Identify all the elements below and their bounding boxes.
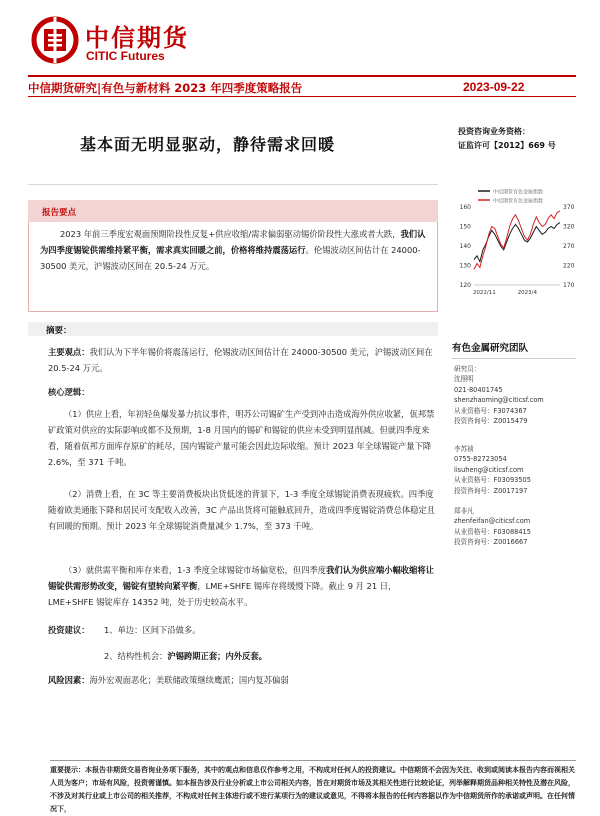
summary-text-2: 。伦锡波动区间估计在 24000-30500 美元，沪锡波动区间在 20.5-24 万元。 (40, 245, 421, 271)
main-view-label: 主要观点： (48, 347, 90, 357)
member-cert-2: 投资咨询号：Z0015479 (454, 417, 528, 426)
x-tick-label: 2023/4 (517, 290, 537, 296)
report-date: 2023-09-22 (463, 80, 525, 94)
brand-name-cn: 中信期货 (85, 23, 189, 52)
advice-item-2 (104, 648, 267, 664)
risk-label: 风险因素： (48, 675, 90, 685)
header-bottom-rule (28, 96, 576, 97)
main-view (48, 344, 436, 376)
balance-paragraph (48, 562, 436, 610)
team-title: 有色金属研究团队 (452, 343, 529, 354)
main-view-text: 我们认为下半年锡价将震荡运行，伦锡波动区间估计在 24000-30500 美元，沪锡波动区间在 20.5-24 万元。 (48, 347, 433, 373)
risk-line (48, 672, 436, 688)
brand-logo (30, 15, 190, 65)
balance-text-a: （3）就供需平衡和库存来看，1-3 季度全球锡锭市场偏宽松，但四季度 (64, 565, 327, 575)
license-line-1: 投资咨询业务资格： (458, 127, 530, 136)
footer-text: 本报告非期货交易咨询业务项下服务，其中的观点和信息仅作参考之用，不构成对任何人的投资建议。中信期货不会因为关注、收到或阅读本报告内容而视相关人员为客户；市场有风险，投资需谨慎。如本报告涉及行业分析或上市公司相关内容，旨在对期货市场及其相关性进行比较论证，列举解释期货品种相关特性及潜在风险，不涉及对其行业或上市公司的相关推荐，不构成对任何主体进行或不进行某项行为的建议或意见，不得将本报告的任何内容据以作为中信期货所作的承诺或声明。在任何情况下， (50, 766, 575, 813)
team-divider (452, 358, 576, 359)
summary-text (40, 226, 430, 274)
member-name: 李苏祯 (454, 445, 474, 453)
index-chart (452, 185, 582, 305)
team-member-1 (454, 364, 544, 426)
summary-label: 报告要点 (28, 200, 438, 222)
logic-label: 核心逻辑： (48, 387, 90, 397)
title-divider (28, 184, 438, 185)
footer-lead: 重要提示： (50, 766, 85, 774)
right-tick-label: 170 (563, 282, 575, 289)
member-cert-2: 投资咨询号：Z0016667 (454, 538, 528, 547)
risk-text: 海外宏观面恶化；美联储政策继续鹰派；国内复苏偏弱 (89, 675, 289, 685)
balance-text-c: ，LME+SHFE 锡库存将缓慢下降。截止 9 月 21 日，LME+SHFE 锡锭库存 14352 吨，处于历史较高水平。 (48, 581, 397, 607)
summary-text-bold: 我们认为四季度锡锭供需维持紧平衡，需求真实回暖之前，价格将维持震荡运行 (40, 229, 426, 255)
license-line-2: 证监许可【2012】669 号 (458, 141, 556, 150)
series-line (474, 211, 560, 270)
member-email[interactable]: lisuheng@citicsf.com (454, 465, 524, 474)
member-role: 研究员： (454, 365, 481, 373)
advice-item-2-label: 2、结构性机会： (104, 651, 168, 661)
member-cert-1: 从业资格号：F03088415 (454, 527, 531, 536)
page-title: 基本面无明显驱动，静待需求回暖 (80, 135, 336, 154)
report-title: 中信期货研究|有色与新材料 2023 年四季度策略报告 (28, 81, 303, 95)
member-phone: 0755-82723054 (454, 455, 507, 464)
team-member-2 (454, 444, 531, 496)
legend-label: 中信期货有色金属指数 (493, 189, 544, 196)
citic-logo-icon (30, 15, 80, 65)
team-member-3 (454, 506, 531, 548)
advice-label: 投资建议： (48, 625, 90, 635)
supply-paragraph: （1）供应上看，年初轻鱼爆发暴力抗议事件，明苏公司锡矿生产受到冲击造成海外供应收紧，佤邦禁矿政策对供应的实际影响或都不及预期，1-8 月国内的锡矿和锡锭的供应未受到明显削减。但就四季度来看，随着佤邦方面库存原矿的耗尽，国内锡锭产量可能会因此边际收缩。预计 2023 年全球锡锭产量下降 2.6%，至 371 千吨。 (48, 409, 435, 467)
right-tick-label: 320 (563, 223, 575, 231)
demand-paragraph: （2）消费上看，在 3C 等主要消费板块出货低迷的背景下，1-3 季度全球锡锭消费表现疲软。四季度随着欧美通胀下降和居民可支配收入改善，3C 产品出货将可能触底回升，造成四季度锡锭消费总体稳定且有回暖的预期。预计 2023 年全球锡锭消费量减少 1.7%，至 373 千吨。 (48, 489, 436, 531)
abstract-band (28, 322, 438, 336)
footer-rule (50, 760, 576, 761)
advice-item-1: 1、单边：区间下沿做多。 (104, 625, 201, 635)
header-top-rule (28, 75, 576, 77)
member-cert-2: 投资咨询号：Z0017197 (454, 486, 528, 495)
left-tick-label: 160 (459, 204, 471, 211)
legend-label: 中信期货有色金属指数 (493, 198, 544, 205)
member-name: 沈照明 (454, 375, 474, 384)
advice-item-2-bold: 沪锡跨期正套；内外反套。 (167, 651, 267, 661)
index-chart-svg (452, 185, 582, 305)
footer-disclaimer (50, 764, 576, 816)
left-tick-label: 120 (459, 282, 471, 289)
left-tick-label: 130 (459, 262, 471, 270)
left-tick-label: 150 (459, 223, 471, 231)
member-cert-1: 从业资格号：F03093505 (454, 476, 531, 485)
right-tick-label: 370 (563, 204, 575, 211)
member-name: 郑非凡 (454, 507, 474, 515)
member-email[interactable]: shenzhaoming@citicsf.com (454, 396, 544, 405)
abstract-label: 摘要： (46, 326, 72, 336)
member-phone: 021-80401745 (454, 385, 503, 394)
brand-name-en: CITIC Futures (86, 49, 165, 63)
summary-text-1: 2023 年前三季度宏观面预期阶段性反复+供应收缩/需求偏弱驱动锡价阶段性大涨或者大跌， (60, 229, 401, 239)
balance-text-bold: 我们认为供应端小幅收缩将让锡锭供需形势改变，锡锭有望转向紧平衡 (48, 565, 434, 591)
right-tick-label: 220 (563, 262, 575, 270)
right-tick-label: 270 (563, 243, 575, 250)
member-email[interactable]: zhenfeifan@citicsf.com (454, 517, 531, 526)
member-cert-1: 从业资格号：F3074367 (454, 406, 527, 415)
left-tick-label: 140 (459, 243, 471, 250)
x-tick-label: 2022/11 (472, 290, 496, 296)
